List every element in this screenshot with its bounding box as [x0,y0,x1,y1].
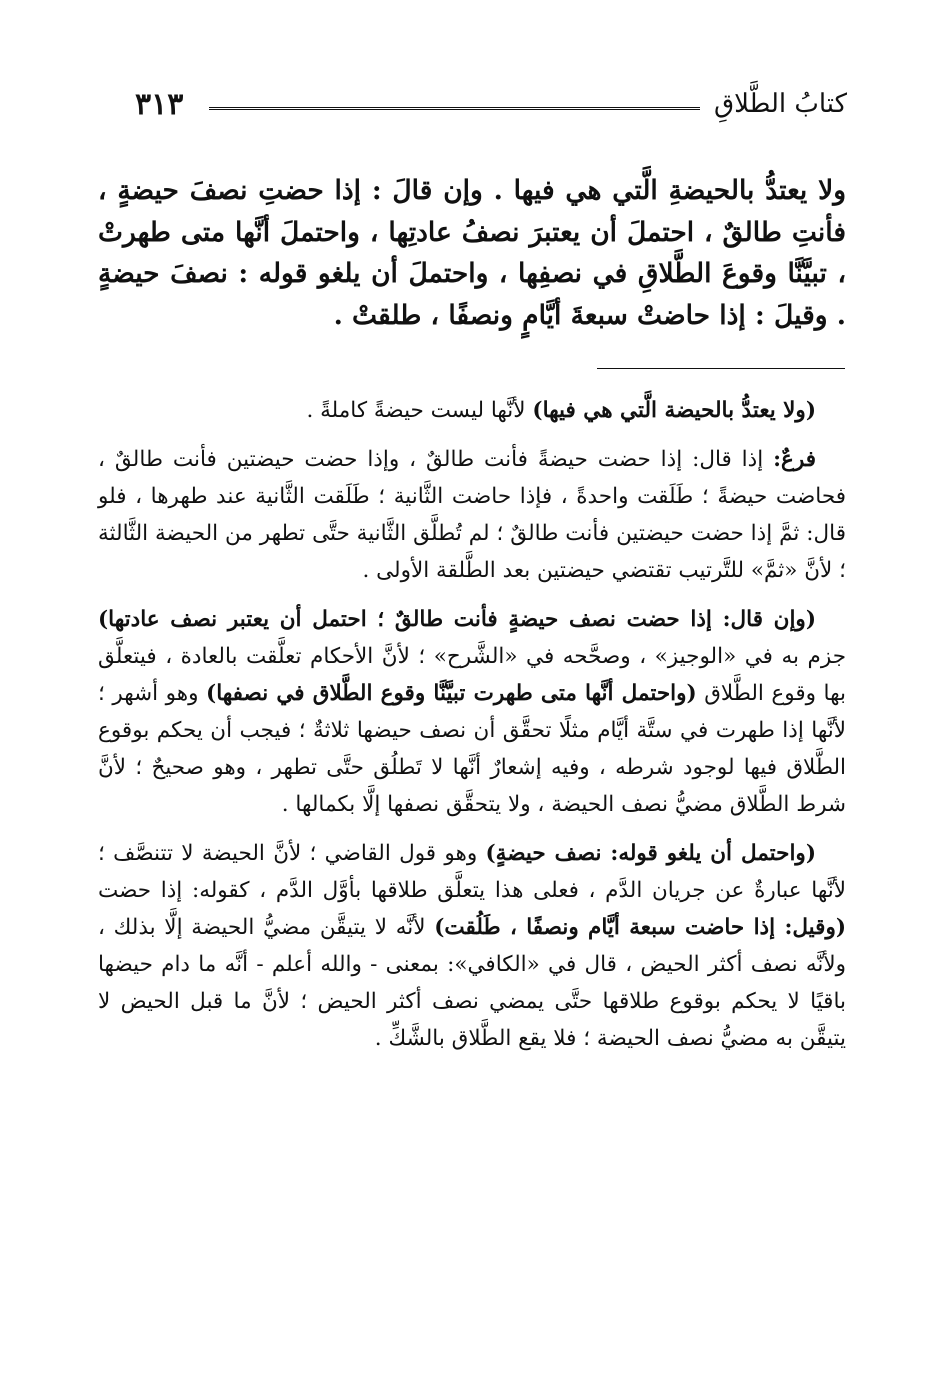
quoted-matn: (واحتمل أنَّها متى طهرت تبيَّنَّا وقوع الطَّلاق في نصفها) [206,681,697,706]
quoted-matn: (واحتمل أن يلغو قوله: نصف حيضةٍ) [485,841,816,866]
commentary [98,392,846,1069]
commentary-text: وهو أشهر ؛ لأنَّها إذا طهرت في ستَّة أيَّام مثلًا تحقَّق أن نصف حيضها ثلاثةٌ ؛ فيجب أن يحكم بوقوع الطَّلاق فيها لوجود شرطه ، وفيه إشعارٌ أنَّها لا تَطلُق حتَّى تطهر ، وهو صحيحٌ ؛ لأنَّ شرط الطَّلاق مضيُّ نصف الحيضة ، ولا يتحقَّق نصفها إلَّا بكمالها . [98,681,846,817]
commentary-text: إذا قال: إذا حضت حيضةً فأنت طالقٌ ، وإذا حضت حيضتين فأنت طالقٌ ، فحاضت حيضةً ؛ طَلَقت واحدةً ، فإذا حاضت الثَّانية ؛ طَلَقت الثَّانية عند طهرها ، فلو قال: ثمَّ إذا حضت حيضتين فأنت طالقٌ ؛ لم تُطلَّق الثَّانية حتَّى تطهر من الحيضة الثَّالثة ؛ لأنَّ «ثمَّ» للتَّرتيب تقتضي حيضتين بعد الطَّلقة الأولى . [98,447,846,583]
commentary-text: جزم به في «الوجيز» ، وصحَّحه في «الشَّرح» ؛ لأنَّ الأحكام تعلَّقت بالعادة ، فيتعلَّق بها وقوع الطَّلاق [98,644,847,706]
header-rule [209,107,700,110]
footnote-divider [597,368,845,369]
commentary-paragraph-4 [98,835,846,1057]
quoted-matn: (وإن قال: إذا حضت نصف حيضةٍ فأنت طالقٌ ؛ احتمل أن يعتبر نصف عادتها) [98,607,816,632]
commentary-text: لأنَّه لا يتيقَّن مضيُّ الحيضة إلَّا بذلك ، ولأنَّه نصف أكثر الحيض ، قال في «الكافي»: بمعنى - والله أعلم - أنَّه ما دام حيضها باقيًا لا يحكم بوقوع طلاقها حتَّى يمضي نصف أكثر الحيض ؛ لأنَّ ما قبل الحيض لا يتيقَّن به مضيُّ نصف الحيضة ؛ فلا يقع الطَّلاق بالشَّكِّ . [98,915,846,1051]
commentary-text: لأنَّها ليست حيضةً كاملةً . [306,398,533,423]
commentary-text: وهو قول القاضي ؛ لأنَّ الحيضة لا تتنصَّف ؛ لأنَّها عبارةٌ عن جريان الدَّم ، فعلى هذا يتعلَّق طلاقها بأوَّل الدَّم ، كقوله: إذا حضت [98,841,846,903]
commentary-paragraph-2 [98,441,846,589]
quoted-matn: (ولا يعتدُّ بالحيضة الَّتي هي فيها) [532,398,816,423]
commentary-paragraph-3 [98,601,846,823]
quoted-matn: (وقيل: إذا حاضت سبعة أيَّام ونصفًا ، طَلُقت) [434,915,847,940]
page-header [135,82,847,126]
matn-text: ولا يعتدُّ بالحيضةِ الَّتي هي فيها . وإن قالَ : إذا حضتِ نصفَ حيضةٍ ، فأنتِ طالقٌ ، احتملَ أن يعتبرَ نصفُ عادتِها ، واحتملَ أنَّها متى طهرتْ ، تبيَّنَّا وقوعَ الطَّلاقِ في نصفِها ، واحتملَ أن يلغو قوله : نصفَ حيضةٍ . وقيلَ : إذا حاضتْ سبعةَ أيَّامٍ ونصفًا ، طلقتْ . [98,175,846,331]
page-number: ٣١٣ [135,86,184,122]
running-title: كتابُ الطَّلاقِ [713,89,847,119]
commentary-paragraph-1 [98,392,846,429]
branch-label: فرعٌ: [773,447,816,472]
